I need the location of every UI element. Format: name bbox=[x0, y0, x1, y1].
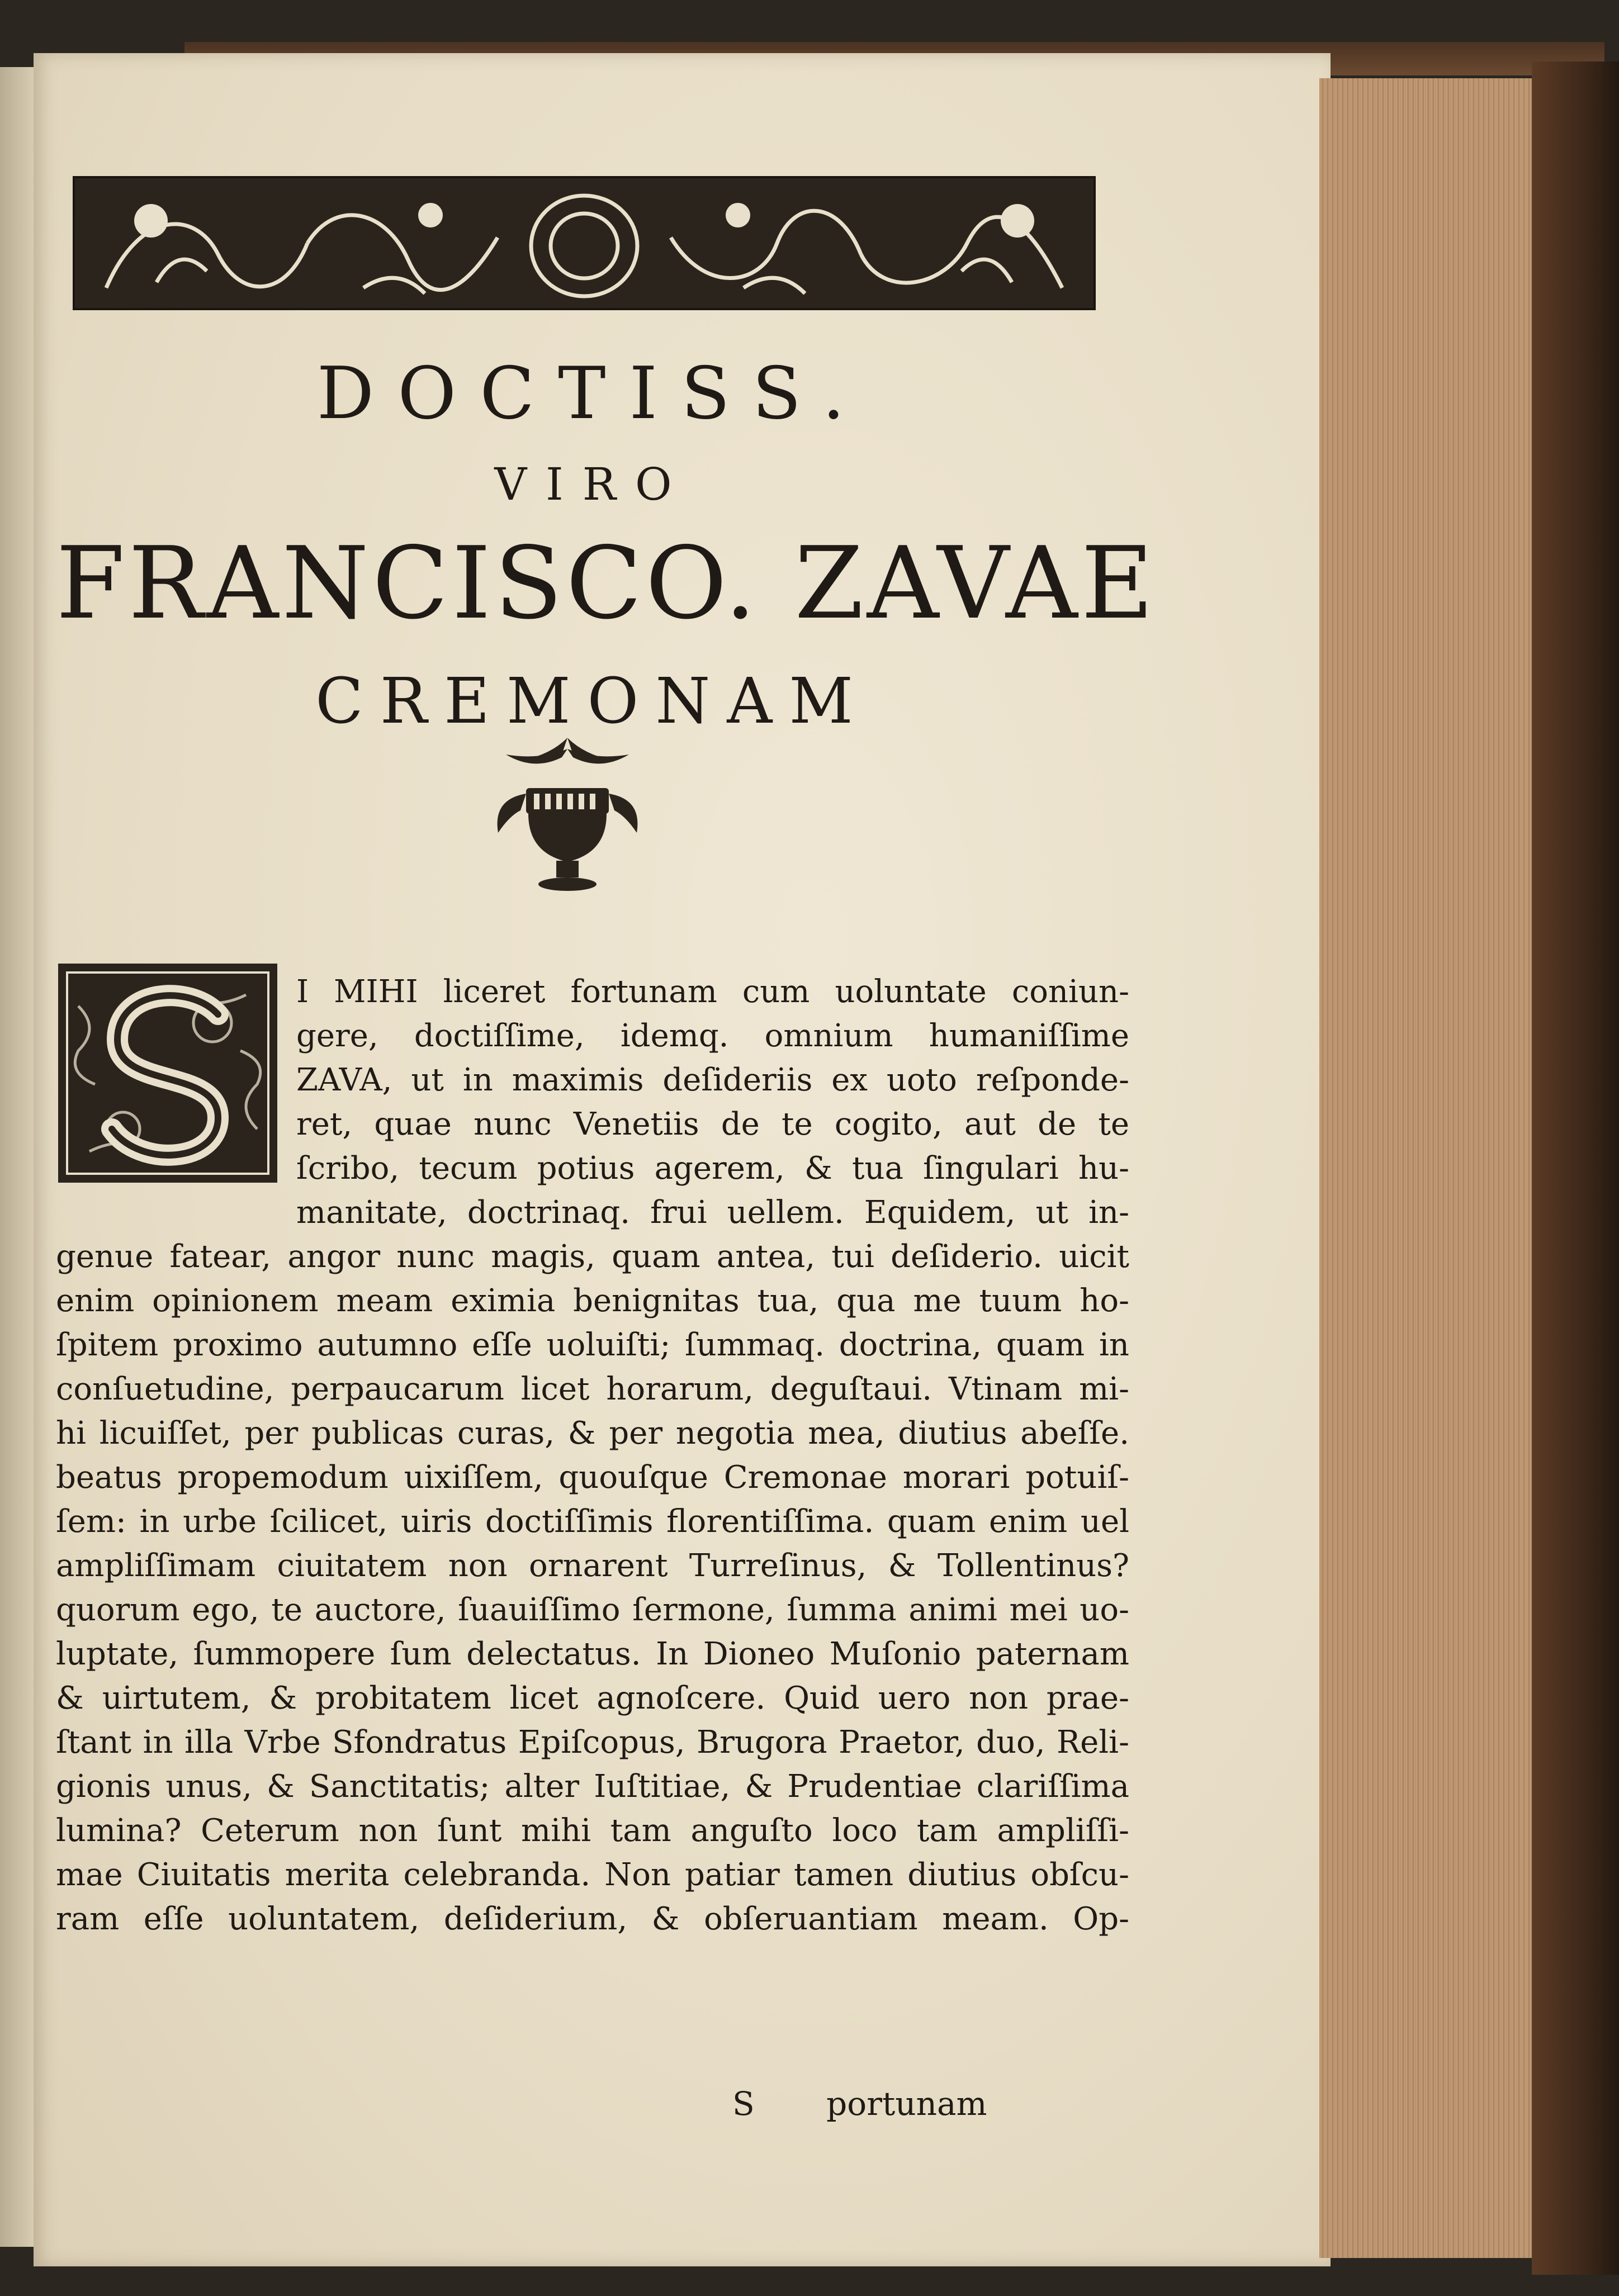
text-line: gionis unus, & Sanctitatis; alter Iuſtitiae, & Prudentiae clariſſima bbox=[56, 1768, 1129, 1805]
text-line: enim opinionem meam eximia benignitas tua, qua me tuum ho- bbox=[56, 1283, 1129, 1319]
heading-line-1: DOCTISS. bbox=[316, 352, 869, 435]
text-line: lumina? Ceterum non ſunt mihi tam anguſto loco tam ampliſſi- bbox=[56, 1813, 1129, 1849]
text-line: genue fatear, angor nunc magis, quam antea, tui deſiderio. uicit bbox=[56, 1239, 1129, 1275]
text-line: quorum ego, te auctore, ſuauiſſimo ſermone, ſumma animi mei uo- bbox=[56, 1592, 1129, 1628]
catchword: portunam bbox=[826, 2085, 987, 2123]
text-line: ZAVA, ut in maximis deſideriis ex uoto reſponde- bbox=[296, 1062, 1129, 1098]
heading-line-4: CREMONAM bbox=[315, 665, 870, 738]
text-line: ram eſſe uoluntatem, deſiderium, & obſeruantiam meam. Op- bbox=[56, 1901, 1129, 1937]
signature-mark: S bbox=[732, 2085, 755, 2123]
text-line: luptate, ſummopere ſum delectatus. In Dioneo Muſonio paternam bbox=[56, 1636, 1129, 1672]
text-line: ret, quae nunc Venetiis de te cogito, aut de te bbox=[296, 1106, 1129, 1142]
text-line: ampliſſimam ciuitatem non ornarent Turreſinus, & Tollentinus? bbox=[56, 1548, 1129, 1584]
text-line: ſpitem proximo autumno eſſe uoluiſti; ſummaq. doctrina, quam in bbox=[56, 1327, 1129, 1363]
text-line: gere, doctiſſime, idemq. omnium humaniſſime bbox=[296, 1018, 1129, 1054]
text-line: ſtant in illa Vrbe Sfondratus Epiſcopus, Brugora Praetor, duo, Reli- bbox=[56, 1724, 1129, 1761]
vase-fleuron-icon bbox=[472, 727, 662, 905]
text-line: & uirtutem, & probitatem licet agnoſcere. Quid uero non prae- bbox=[56, 1680, 1129, 1716]
text-line: ſem: in urbe ſcilicet, uiris doctiſſimis florentiſſima. quam enim uel bbox=[56, 1503, 1129, 1540]
ornamental-headpiece-icon bbox=[73, 176, 1096, 310]
text-line: ſcribo, tecum potius agerem, & tua ſingulari hu- bbox=[296, 1150, 1129, 1187]
fore-edge bbox=[1319, 78, 1543, 2258]
binding-cover bbox=[1532, 61, 1619, 2275]
text-line: beatus propemodum uixiſſem, quouſque Cremonae morari potuiſ- bbox=[56, 1459, 1129, 1496]
text-line: hi licuiſſet, per publicas curas, & per negotia mea, diutius abeſſe. bbox=[56, 1415, 1129, 1451]
heading-line-2: VIRO bbox=[494, 458, 691, 510]
page-footer bbox=[732, 2085, 987, 2123]
text-line: manitate, doctrinaq. frui uellem. Equidem, ut in- bbox=[296, 1194, 1129, 1231]
text-line: I MIHI liceret fortunam cum uoluntate coniun- bbox=[296, 974, 1129, 1010]
body-text bbox=[56, 970, 1129, 1941]
text-line: conſuetudine, perpaucarum licet horarum, deguſtaui. Vtinam mi- bbox=[56, 1371, 1129, 1407]
heading-line-3: FRANCISCO. ZAVAE bbox=[56, 525, 1157, 641]
text-line: mae Ciuitatis merita celebranda. Non patiar tamen diutius obſcu- bbox=[56, 1857, 1129, 1893]
